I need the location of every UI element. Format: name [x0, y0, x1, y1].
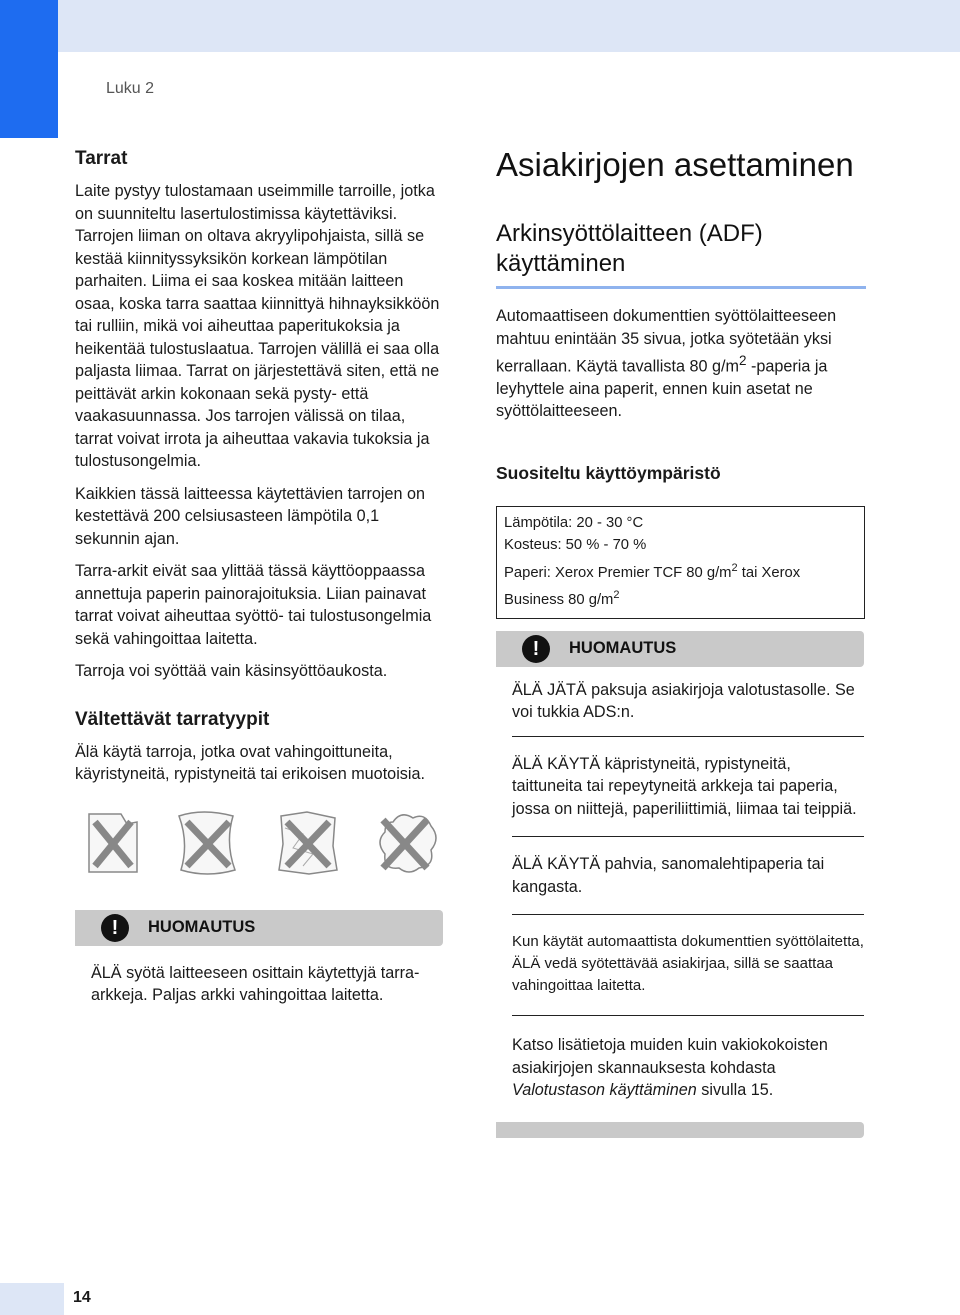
- notice-text: ÄLÄ syötä laitteeseen osittain käytettyjä tarra-arkkeja. Paljas arkki vahingoittaa laitetta.: [91, 963, 420, 1004]
- notice-header: [496, 631, 864, 667]
- left-column: [75, 148, 443, 1007]
- environment-title: Suositeltu käyttöympäristö: [496, 462, 721, 483]
- header-band: [0, 0, 960, 52]
- labels-paragraph-2: Kaikkien tässä laitteessa käytettävien tarrojen on kestettävä 200 celsiusasteen lämpötila 0,1 sekunnin ajan.: [75, 484, 426, 548]
- adf-paragraph: Automaattiseen dokumenttien syöttölaitteeseen mahtuu enintään 35 sivua, jotka syötetään yksi kerrallaan. Käytä tavallista 80 $g/m^2$ -paperia ja leyhyttele aina paperit, ennen kuin asetat ne syöttölaitteeseen.: [496, 307, 837, 421]
- curled-label-icon: [173, 808, 243, 878]
- chapter-label: Luku 2: [106, 80, 155, 97]
- notice-item: ÄLÄ KÄYTÄ pahvia, sanomalehtipaperia tai kangasta.: [512, 837, 864, 915]
- avoid-labels-paragraph: Älä käytä tarroja, jotka ovat vahingoittuneita, käyristyneitä, rypistyneitä tai erikoisen muotoisia.: [75, 742, 425, 783]
- notice-item: ÄLÄ KÄYTÄ käpristyneitä, rypistyneitä, taittuneita tai repeytyneitä arkkeja tai paperia, jossa on niittejä, paperiliittimiä, liimaa tai teippiä.: [512, 737, 864, 838]
- notice-title: HUOMAUTUS: [569, 638, 677, 657]
- footer-band: [0, 1283, 64, 1315]
- labels-paragraph-3: Tarra-arkit eivät saa ylittää tässä käyttöoppaassa annettuja paperin painorajoituksia. Liian painavat tarrat voivat aiheuttaa syöttö- tai tulostusongelmia sekä vahingoittaa laitetta.: [75, 562, 432, 648]
- notice-item: ÄLÄ JÄTÄ paksuja asiakirjoja valotustasolle. Se voi tukkia ADS:n.: [512, 667, 864, 737]
- notice-item: Kun käytät automaattista dokumenttien syöttölaitetta, ÄLÄ vedä syötettävää asiakirjaa, sillä se saattaa vahingoittaa laitetta.: [512, 915, 864, 1016]
- page-number: 14: [73, 1289, 91, 1306]
- title-divider: [496, 286, 866, 289]
- notice-list: [512, 667, 864, 1122]
- warning-icon: !: [101, 914, 129, 942]
- chapter-tab: [0, 0, 58, 138]
- labels-paragraph-4: Tarroja voi syöttää vain käsinsyöttöaukosta.: [75, 662, 388, 680]
- right-column: [496, 146, 866, 1138]
- wrinkled-label-icon: [273, 808, 343, 878]
- environment-box: [496, 506, 865, 619]
- section-title-labels: Tarrat: [75, 148, 128, 169]
- labels-paragraph-1: Laite pystyy tulostamaan useimmille tarroille, jotka on suunniteltu lasertulostimissa käytettäviksi. Tarrojen liiman on oltava akryylipohjaista, sillä se kestää kiinnityssyksikön korkean lämpötilan parhaiten. Liima ei saa koskea mitään laitteen osaa, koska tarra saattaa kiinnittyä hihnayksikköön tai rulliin, mikä voi aiheuttaa paperitukoksia ja heikentää tulostuslaatua. Tarrojen välillä ei saa olla paljasta liimaa. Tarrat on järjestettävä siten, että ne peittävät arkin kokonaan sekä pysty- että vaakasuunnassa. Jos tarrojen välissä on tilaa, tarrat voivat irrota ja aiheuttaa vakavia tukoksia ja tulostusongelmia.: [75, 182, 440, 470]
- env-temperature: Lämpötila: 20 - 30 °C: [504, 514, 644, 531]
- env-paper: Paperi: Xerox Premier TCF 80 $g/m^2$ tai Xerox Business 80 $g/m^2$: [504, 561, 801, 609]
- page-title: Asiakirjojen asettaminen: [496, 146, 854, 183]
- irregular-shape-label-icon: [373, 808, 443, 878]
- damaged-label-icon: [83, 808, 143, 878]
- section-title-adf: Arkinsyöttölaitteen (ADF) käyttäminen: [496, 220, 763, 277]
- damaged-labels-illustrations: [83, 808, 443, 878]
- notice-title: HUOMAUTUS: [148, 917, 256, 936]
- warning-icon: !: [522, 635, 550, 663]
- env-humidity: Kosteus: 50 % - 70 %: [504, 537, 647, 554]
- notice-header: [75, 910, 443, 946]
- section-title-avoid-labels: Vältettävät tarratyypit: [75, 708, 270, 730]
- notice-end-bar: [496, 1122, 864, 1138]
- notice-item: Katso lisätietoja muiden kuin vakiokokoisten asiakirjojen skannauksesta kohdasta Valotustason käyttäminen sivulla 15.: [512, 1036, 828, 1100]
